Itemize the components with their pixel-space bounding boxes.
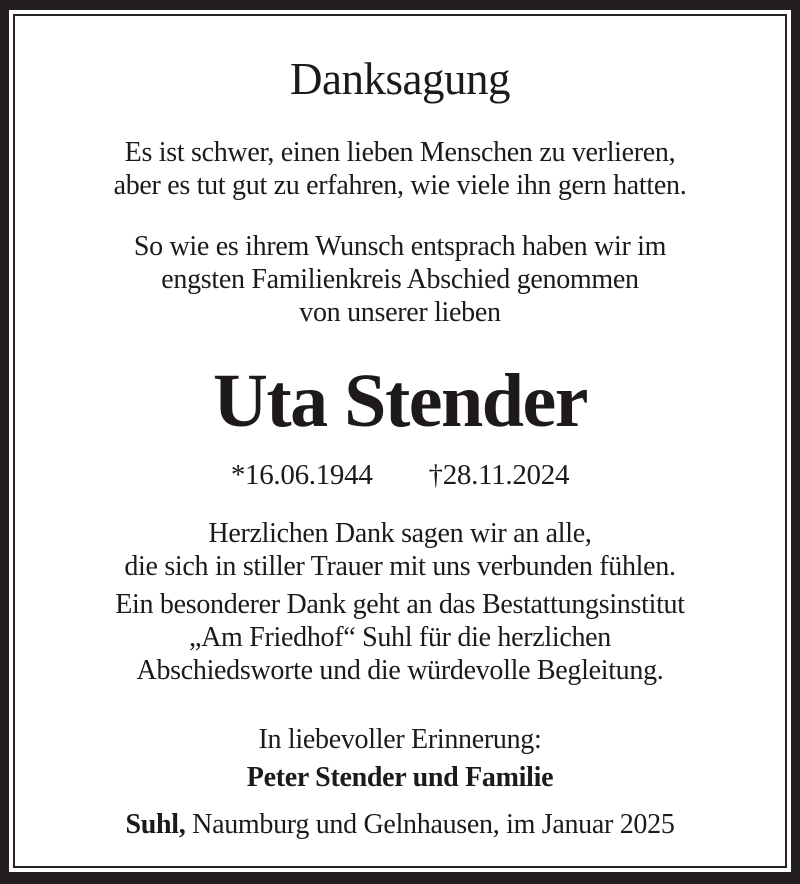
death-date: †28.11.2024: [428, 459, 570, 491]
closing-city: Suhl,: [125, 809, 186, 840]
frame-white-gap: [9, 10, 791, 872]
closing-line: [43, 808, 757, 841]
farewell-line-2: engsten Familienkreis Abschied genommen: [161, 264, 639, 295]
farewell-line-1: So wie es ihrem Wunsch entsprach haben wir im: [133, 231, 667, 262]
special-thanks-line-1: Ein besonderer Dank geht an das Bestattungsinstitut: [115, 589, 685, 620]
intro-line-2: aber es tut gut zu erfahren, wie viele ihn gern hatten.: [113, 170, 687, 201]
life-dates-row: [43, 457, 757, 493]
thanks-line-2: die sich in stiller Trauer mit uns verbunden fühlen.: [124, 551, 676, 582]
farewell-paragraph: [43, 230, 757, 329]
thanks-line-1: Herzlichen Dank sagen wir an alle,: [208, 518, 592, 549]
special-thanks-line-3: Abschiedsworte und die würdevolle Begleitung.: [136, 655, 664, 686]
closing-rest: Naumburg und Gelnhausen, im Januar 2025: [185, 809, 675, 840]
farewell-line-3: von unserer lieben: [299, 297, 501, 328]
thanks-paragraph: [43, 517, 757, 583]
special-thanks-line-2: „Am Friedhof“ Suhl für die herzlichen: [189, 622, 611, 653]
special-thanks-paragraph: [43, 588, 757, 687]
family-signature: Peter Stender und Familie: [246, 762, 554, 793]
deceased-name: Uta Stender: [212, 359, 587, 443]
memory-label: In liebevoller Erinnerung:: [258, 724, 542, 755]
intro-line-1: Es ist schwer, einen lieben Menschen zu verlieren,: [124, 137, 676, 168]
intro-paragraph: [43, 136, 757, 202]
notice-title: Danksagung: [290, 54, 510, 104]
obituary-notice-card: [13, 14, 787, 868]
birth-date: *16.06.1944: [230, 459, 373, 491]
